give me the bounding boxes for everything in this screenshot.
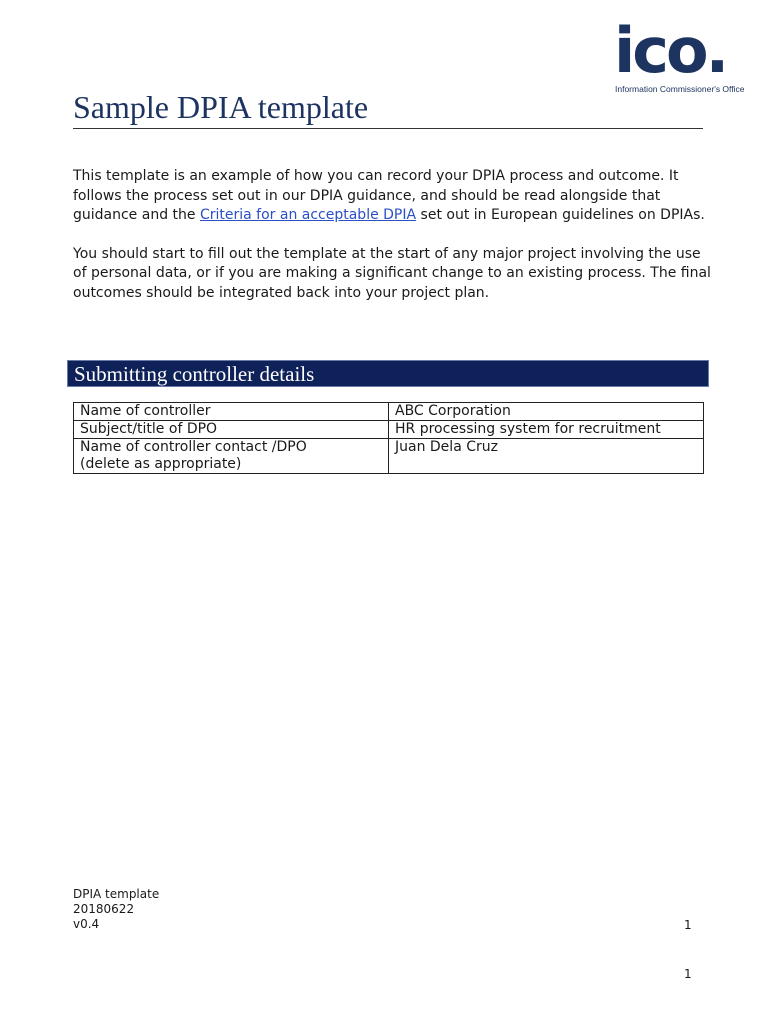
footer-doc-name: DPIA template: [73, 887, 160, 901]
footer: [73, 887, 159, 932]
intro-paragraph-2: You should start to fill out the template at the start of any major project involving the use of personal data, or if you are making a significant change to an existing process. The final outcomes should be integrated back into your project plan.: [73, 245, 711, 301]
row-value: HR processing system for recruitment: [389, 421, 704, 439]
section-heading-bar: [67, 360, 709, 387]
section-heading: Submitting controller details: [74, 362, 315, 386]
footer-date: 20180622: [73, 902, 135, 916]
table-row: [74, 421, 704, 439]
criteria-link[interactable]: Criteria for an acceptable DPIA: [199, 207, 417, 224]
footer-version: v0.4: [73, 917, 100, 931]
row-value: ABC Corporation: [389, 403, 704, 421]
logo-subtitle: Information Commissioner's Office: [615, 84, 745, 94]
intro-p1-after-link: set out in European guidelines on DPIAs.: [416, 207, 705, 224]
row-label: Name of controller contact /DPO: [80, 439, 307, 455]
page-number-outer: 1: [684, 967, 692, 981]
intro-p1-before-link: This template is an example of how you can record your DPIA process and outcome. It follows the process set out in our DPIA guidance, and should be read alongside that guidance and the: [73, 168, 679, 224]
intro-text: [73, 167, 713, 323]
row-label: Subject/title of DPO: [74, 421, 389, 439]
table-row: [74, 439, 704, 474]
controller-details-table: [73, 402, 704, 474]
intro-paragraph-1: [73, 167, 713, 226]
page-number: 1: [684, 918, 692, 932]
row-value: Juan Dela Cruz: [389, 439, 704, 474]
row-label-note: (delete as appropriate): [80, 456, 242, 472]
row-label: Name of controller: [74, 403, 389, 421]
table-row: [74, 403, 704, 421]
row-label-cell: [74, 439, 389, 474]
logo-wordmark: ico.: [614, 14, 727, 87]
page-title: Sample DPIA template: [73, 86, 703, 129]
